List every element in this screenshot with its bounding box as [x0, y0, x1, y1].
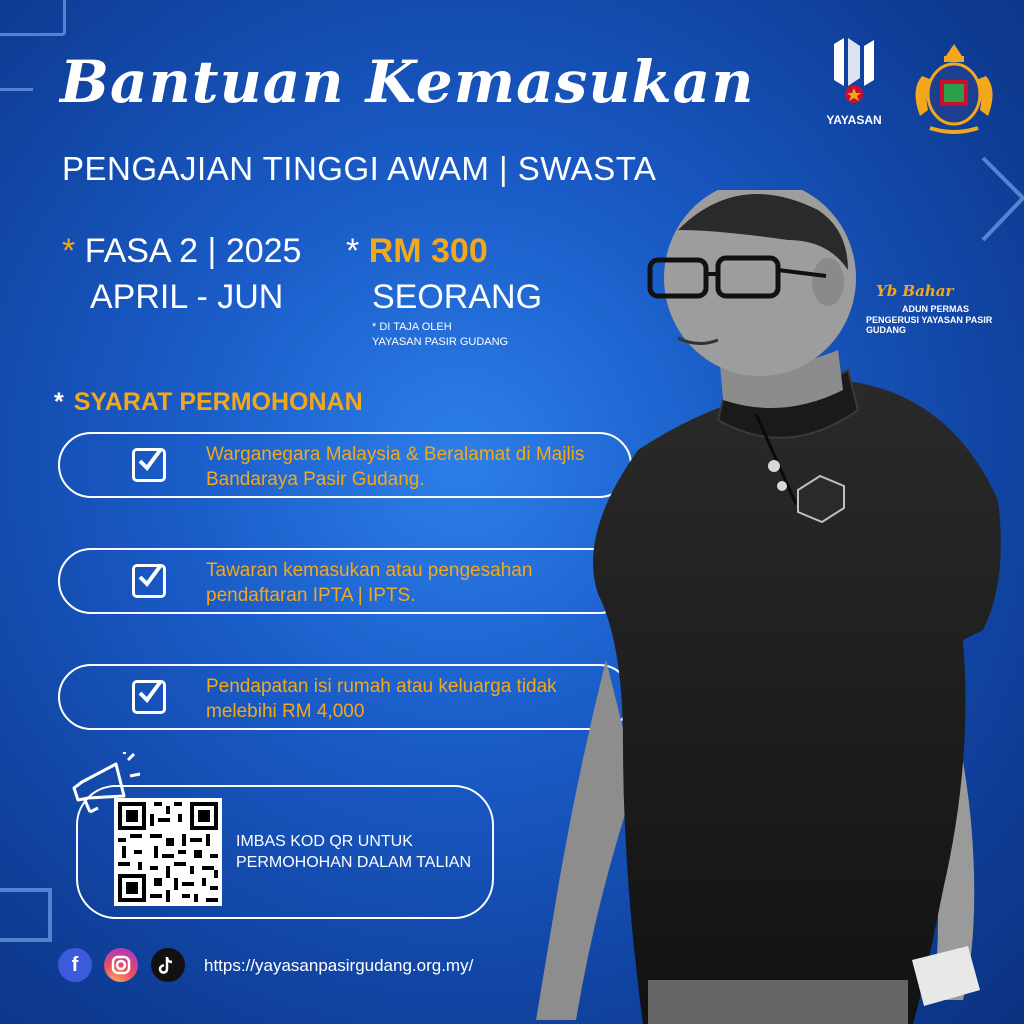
- bullet-star: *: [54, 388, 64, 416]
- sponsor-note: [372, 320, 508, 350]
- qr-code[interactable]: [114, 798, 222, 906]
- signature: Yb Bahar: [876, 282, 954, 300]
- phase-label: FASA 2 | 2025: [84, 232, 302, 270]
- state-crest-icon: [915, 44, 992, 132]
- requirements-heading-text: SYARAT PERMOHONAN: [73, 388, 363, 416]
- requirement-text: Warganegara Malaysia & Beralamat di Majlis Bandaraya Pasir Gudang.: [206, 444, 585, 490]
- facebook-icon[interactable]: f: [58, 948, 92, 982]
- amount-info: [346, 228, 542, 320]
- qr-instructions: [236, 831, 471, 873]
- bullet-star: *: [346, 232, 360, 270]
- qr-line1: IMBAS KOD QR UNTUK: [236, 833, 413, 850]
- svg-text:YAYASAN: YAYASAN: [826, 113, 882, 127]
- tiktok-icon[interactable]: [151, 948, 185, 982]
- sponsor-line1: * DI TAJA OLEH: [372, 321, 452, 333]
- phase-info: [62, 228, 301, 320]
- checkbox-icon: [132, 448, 166, 482]
- amount-value: RM 300: [368, 232, 488, 270]
- person-role-1: ADUN PERMAS: [902, 304, 970, 314]
- requirements-heading: [54, 388, 363, 417]
- decor-corner-top-left-2: [0, 28, 33, 91]
- checkbox-icon: [132, 680, 166, 714]
- website-link[interactable]: https://yayasanpasirgudang.org.my/: [204, 956, 474, 975]
- requirement-text: Tawaran kemasukan atau pengesahan pendaftaran IPTA | IPTS.: [206, 560, 533, 606]
- person-role-2: PENGERUSI YAYASAN PASIR GUDANG: [866, 315, 993, 335]
- phase-period: APRIL - JUN: [90, 278, 284, 316]
- qr-line2: PERMOHOHAN DALAM TALIAN: [236, 854, 472, 871]
- page-title: Bantuan Kemasukan: [60, 48, 755, 116]
- yayasan-logo: [826, 38, 881, 127]
- page-subtitle: PENGAJIAN TINGGI AWAM | SWASTA: [62, 150, 657, 187]
- amount-unit: SEORANG: [372, 278, 543, 316]
- sponsor-line2: YAYASAN PASIR GUDANG: [372, 336, 509, 348]
- logos: [826, 36, 996, 136]
- requirement-text: Pendapatan isi rumah atau keluarga tidak melebihi RM 4,000: [206, 676, 557, 722]
- checkbox-icon: [132, 564, 166, 598]
- instagram-icon[interactable]: [104, 948, 138, 982]
- bullet-star: *: [62, 232, 76, 270]
